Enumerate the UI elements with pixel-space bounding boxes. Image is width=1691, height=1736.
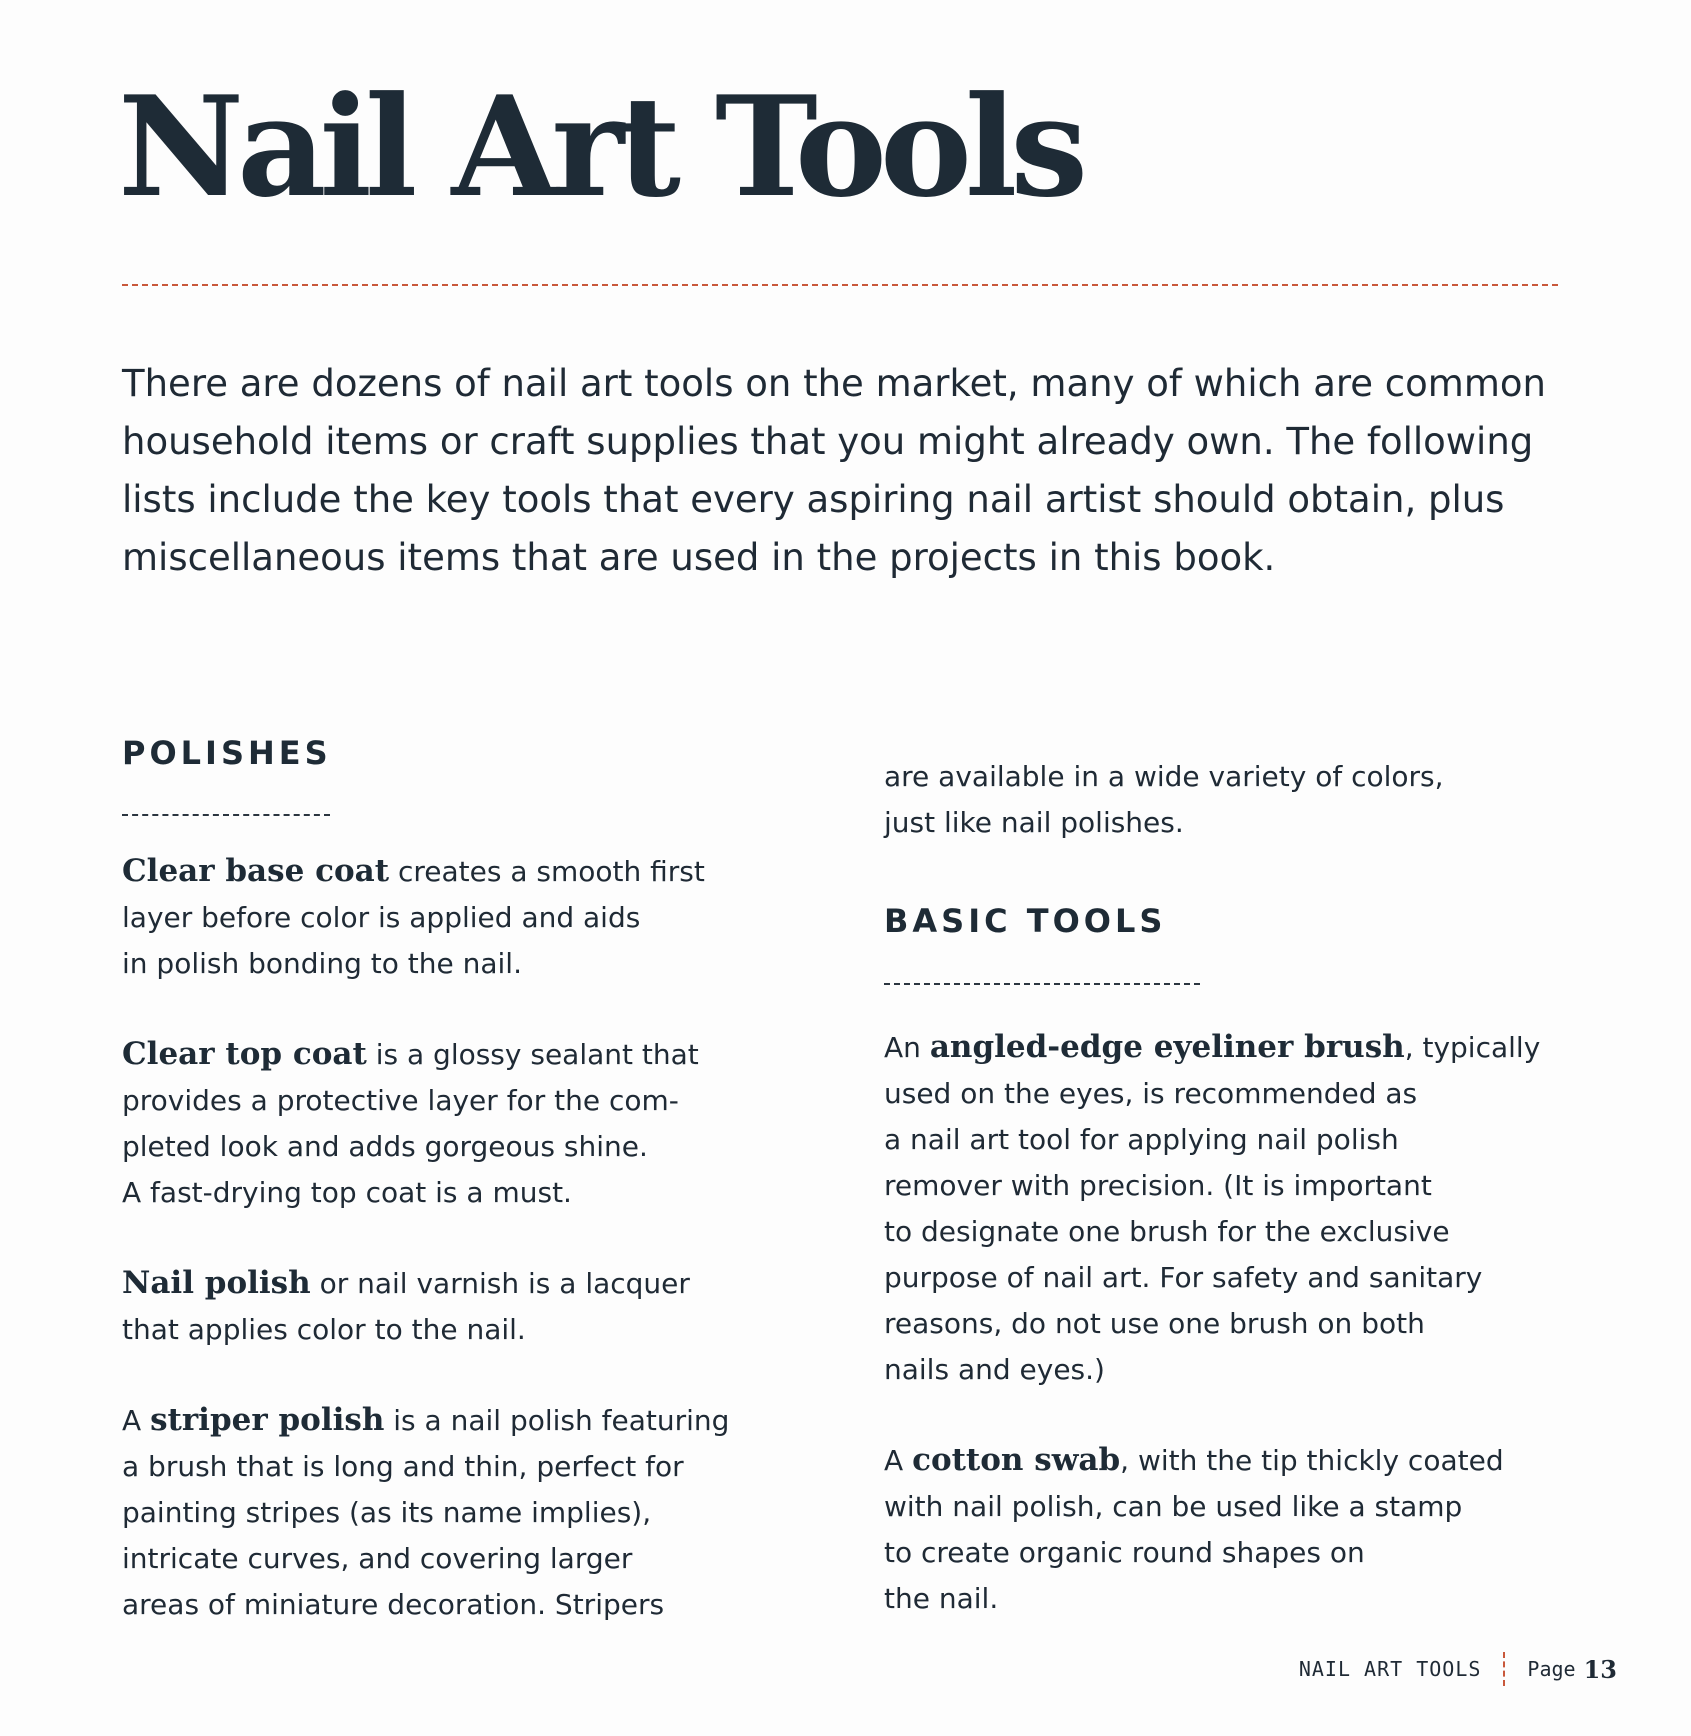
clear-base-coat-entry: Clear base coat creates a smooth first layer before color is applied and aids in polish bonding to the nail.	[122, 853, 705, 980]
polishes-heading: POLISHES	[122, 734, 332, 772]
intro-line: household items or craft supplies that you might already own. The following	[122, 420, 1534, 463]
term-striper-polish: striper polish	[150, 1402, 385, 1438]
basic-tools-column	[884, 1024, 1624, 1622]
term-nail-polish: Nail polish	[122, 1265, 311, 1301]
polishes-divider	[122, 814, 330, 816]
polishes-column	[122, 848, 812, 1628]
basic-tools-heading: BASIC TOOLS	[884, 902, 1167, 940]
term-cotton-swab: cotton swab	[912, 1442, 1121, 1478]
intro-line: miscellaneous items that are used in the projects in this book.	[122, 536, 1276, 579]
footer-separator	[1503, 1652, 1505, 1686]
eyeliner-brush-entry: An angled-edge eyeliner brush, typically used on the eyes, is recommended as a nail art tool for applying nail polish remover with precision. (It is important to designate one brush for the exclusive purpose of nail art. For safety and sanitary reasons, do not use one brush on both nails and eyes.)	[884, 1029, 1541, 1386]
nail-polish-entry: Nail polish or nail varnish is a lacquer that applies color to the nail.	[122, 1265, 690, 1346]
footer-section-title: NAIL ART TOOLS	[1298, 1657, 1482, 1681]
basic-tools-divider	[884, 983, 1200, 985]
page-footer	[1299, 1652, 1617, 1686]
term-clear-base-coat: Clear base coat	[122, 853, 390, 889]
intro-line: lists include the key tools that every aspiring nail artist should obtain, plus	[122, 478, 1505, 521]
page-number: 13	[1583, 1654, 1617, 1684]
title-divider	[122, 284, 1558, 286]
intro-paragraph	[122, 355, 1572, 587]
footer-page-label: Page	[1527, 1657, 1576, 1681]
cotton-swab-entry: A cotton swab, with the tip thickly coated with nail polish, can be used like a stamp to create organic round shapes on the nail.	[884, 1442, 1504, 1615]
striper-polish-entry: A striper polish is a nail polish featuring a brush that is long and thin, perfect for painting stripes (as its name implies), intricate curves, and covering larger areas of miniature decoration. Stripers	[122, 1402, 730, 1621]
page-title: Nail Art Tools	[118, 65, 1082, 228]
intro-line: There are dozens of nail art tools on the market, many of which are common	[122, 362, 1546, 405]
term-angled-edge-eyeliner-brush: angled-edge eyeliner brush	[929, 1029, 1405, 1065]
clear-top-coat-entry: Clear top coat is a glossy sealant that provides a protective layer for the com- pleted look and adds gorgeous shine. A fast-drying top coat is a must.	[122, 1036, 699, 1209]
term-clear-top-coat: Clear top coat	[122, 1036, 367, 1072]
continuation-text: are available in a wide variety of colors, just like nail polishes.	[884, 760, 1444, 839]
